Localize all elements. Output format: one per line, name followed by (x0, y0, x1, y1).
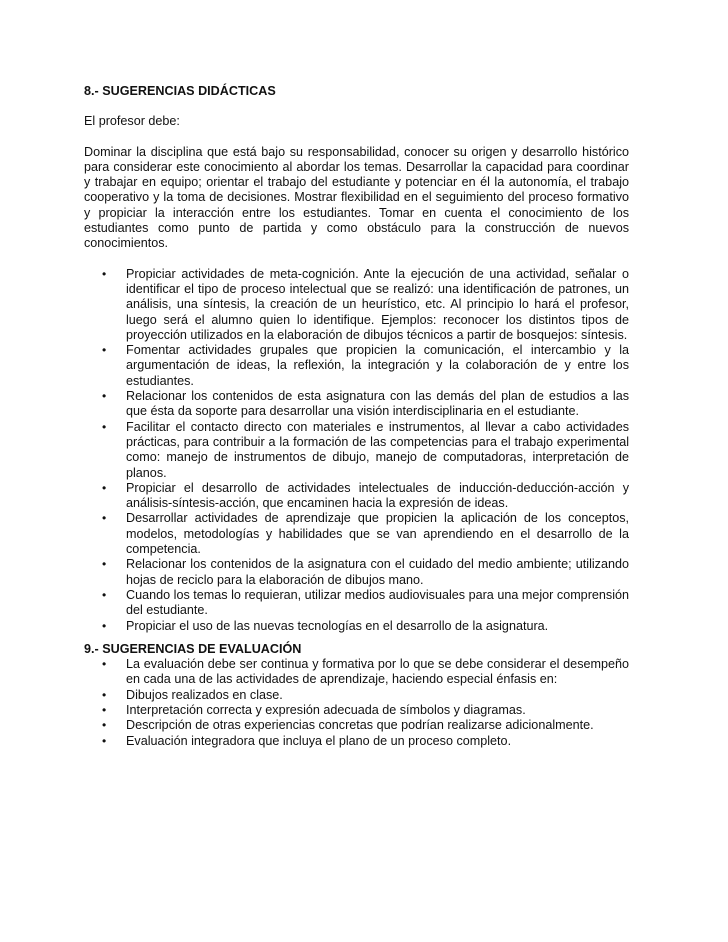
bullet-icon: • (102, 718, 107, 733)
bullet-icon: • (102, 266, 107, 281)
list-item (84, 420, 629, 481)
list-item (84, 734, 629, 749)
list-item (84, 343, 629, 389)
list-item-text: Dibujos realizados en clase. (126, 687, 283, 702)
section-8-paragraph: Dominar la disciplina que está bajo su responsabilidad, conocer su origen y desarrollo histórico para considerar este conocimiento al abordar los temas. Desarrollar la capacidad para coordinar y trabajar en equipo; orientar el trabajo del estudiante y potenciar en él la autonomía, el trabajo cooperativo y la toma de decisiones. Mostrar flexibilidad en el seguimiento del proceso formativo y propiciar la interacción entre los estudiantes. Tomar en cuenta el conocimiento de los estudiantes como punto de partida y como obstáculo para la construcción de nuevos conocimientos. (84, 144, 629, 251)
list-item (84, 688, 629, 703)
list-item (84, 588, 629, 619)
list-item-text: Relacionar los contenidos de la asignatura con el cuidado del medio ambiente; utilizando hojas de reciclo para la elaboración de dibujos mano. (126, 557, 629, 587)
list-item (84, 481, 629, 512)
list-item (84, 718, 629, 733)
section-9-title: 9.- SUGERENCIAS DE EVALUACIÓN (84, 641, 302, 656)
bullet-icon: • (102, 657, 107, 672)
section-8-intro: El profesor debe: (84, 114, 180, 129)
section-9-list (84, 657, 629, 749)
list-item-text: Evaluación integradora que incluya el plano de un proceso completo. (126, 733, 512, 748)
bullet-icon: • (102, 389, 107, 404)
list-item-text: Cuando los temas lo requieran, utilizar medios audiovisuales para una mejor comprensión del estudiante. (126, 587, 629, 618)
list-item (84, 619, 629, 634)
list-item-text: Descripción de otras experiencias concretas que podrían realizarse adicionalmente. (126, 718, 594, 733)
list-item (84, 557, 629, 588)
list-item-text: Propiciar el uso de las nuevas tecnologías en el desarrollo de la asignatura. (126, 618, 549, 633)
bullet-icon: • (102, 343, 107, 358)
list-item-text: Facilitar el contacto directo con materiales e instrumentos, al llevar a cabo actividades prácticas, para contribuir a la formación de las competencias para el trabajo experimental como: manejo de instrumentos de dibujo, manejo de computadoras, interpretación de planos. (126, 419, 629, 480)
list-item (84, 389, 629, 420)
list-item-text: La evaluación debe ser continua y formativa por lo que se debe considerar el desempeño en cada una de las actividades de aprendizaje, haciendo especial énfasis en: (126, 657, 629, 687)
list-item-text: Propiciar el desarrollo de actividades intelectuales de inducción-deducción-acción y análisis-síntesis-acción, que encaminen hacia la expresión de ideas. (126, 480, 629, 511)
list-item (84, 703, 629, 718)
bullet-icon: • (102, 511, 107, 526)
bullet-icon: • (102, 480, 107, 495)
list-item-text: Fomentar actividades grupales que propicien la comunicación, el intercambio y la argumentación de ideas, la reflexión, la integración y la colaboración de y entre los estudiantes. (126, 343, 629, 388)
bullet-icon: • (102, 687, 107, 702)
bullet-icon: • (102, 618, 107, 633)
list-item (84, 267, 629, 343)
bullet-icon: • (102, 587, 107, 602)
bullet-icon: • (102, 419, 107, 434)
list-item-text: Propiciar actividades de meta-cognición. Ante la ejecución de una actividad, señalar o identificar el tipo de proceso intelectual que se realizó: una identificación de patrones, un análisis, una síntesis, la creación de un heurístico, etc. Al principio lo hará el profesor, luego será el alumno quien lo identifique. Ejemplos: reconocer los distintos tipos de proyección utilizados en la elaboración de dibujos técnicos a partir de bosquejos: síntesis. (126, 266, 629, 342)
list-item-text: Desarrollar actividades de aprendizaje que propicien la aplicación de los conceptos, modelos, metodologías y habilidades que se van aprendiendo en el desarrollo de la competencia. (126, 511, 629, 557)
bullet-icon: • (102, 733, 107, 748)
bullet-icon: • (102, 702, 107, 717)
section-spacer (84, 634, 629, 642)
document-page (84, 84, 629, 749)
list-item (84, 657, 629, 688)
list-item-text: Relacionar los contenidos de esta asignatura con las demás del plan de estudios a las que ésta da soporte para desarrollar una visión interdisciplinaria en el estudiante. (126, 389, 629, 419)
section-8-title: 8.- SUGERENCIAS DIDÁCTICAS (84, 84, 276, 98)
section-8-list (84, 267, 629, 634)
list-item (84, 511, 629, 557)
bullet-icon: • (102, 557, 107, 572)
list-item-text: Interpretación correcta y expresión adecuada de símbolos y diagramas. (126, 702, 526, 717)
